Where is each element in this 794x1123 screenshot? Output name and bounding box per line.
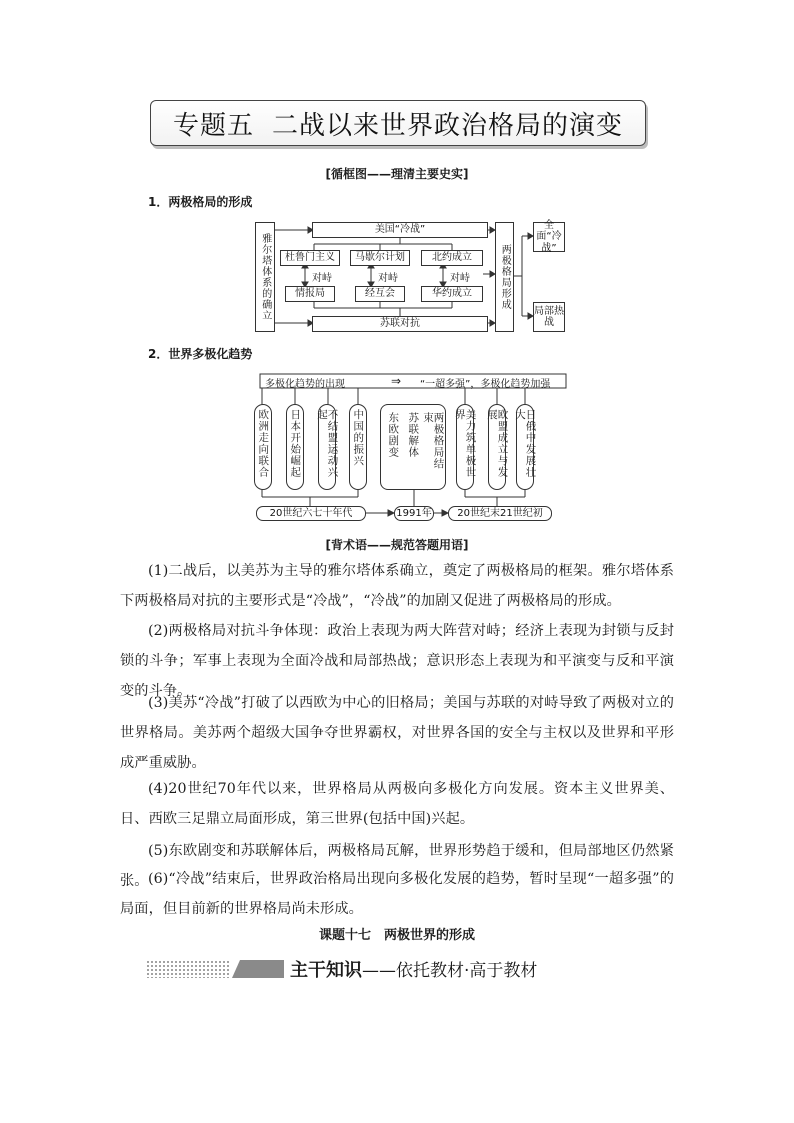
timeline-60s70s: 20世纪六七十年代	[256, 506, 366, 521]
pill-eu-develop-label: 欧盟成立与发展	[486, 409, 509, 478]
oppose-label-3: 对峙	[450, 273, 470, 284]
caption-terms: [背术语——规范答题用语]	[325, 538, 469, 552]
full-cold-war-box: 全面“冷战”	[533, 222, 565, 252]
pill-europe-unite-label: 欧洲走向联合	[257, 409, 270, 478]
dotted-decoration	[146, 960, 230, 978]
yalta-label: 雅尔塔体系的确立	[259, 233, 271, 321]
gray-slant-decoration	[232, 960, 284, 978]
pill-europe-unite	[254, 404, 272, 490]
pill-us-unipolar-label: 美力筑单极世界	[454, 409, 477, 478]
us-cold-war-box: 美国“冷战”	[312, 222, 488, 238]
paragraph-4: (4)20世纪70年代以来，世界格局从两极向多极化方向发展。资本主义世界美、日、西欧三足鼎立局面形成，第三世界(包括中国)兴起。	[120, 781, 674, 827]
multipolar-emergence: 多极化趋势的出现	[265, 379, 345, 390]
main-knowledge-sub: ——依托教材·高于教材	[362, 961, 538, 981]
cominform-box: 情报局	[285, 286, 335, 302]
marshall-plan-box: 马歇尔计划	[350, 250, 410, 266]
bipolar-label: 两极格局形成	[499, 244, 511, 310]
main-knowledge-bar	[146, 958, 646, 980]
pill-us-unipolar	[454, 404, 477, 490]
pill-jrc-grow-label: 日俄中发展壮大	[514, 409, 537, 478]
paragraph-1: (1)二战后，以美苏为主导的雅尔塔体系确立，奠定了两极格局的框架。雅尔塔体系下两极格局对抗的主要形式是“冷战”，“冷战”的加剧又促进了两极格局的形成。	[120, 563, 674, 609]
pill-china-revival-label: 中国的振兴	[352, 409, 365, 467]
truman-doctrine-box: 杜鲁门主义	[280, 250, 340, 266]
timeline-turn-of-century: 20世纪末21世纪初	[448, 506, 552, 521]
pill-east-europe-label: 东欧剧变	[387, 412, 400, 458]
timeline-1991: 1991年	[394, 506, 434, 521]
caption-framework: [循框图——理清主要史实]	[325, 167, 469, 181]
pill-china-revival	[349, 404, 367, 490]
pill-non-aligned-label: 不结盟运动兴起	[316, 409, 339, 478]
oppose-label-1: 对峙	[312, 273, 332, 284]
oppose-label-2: 对峙	[378, 273, 398, 284]
soviet-confront-box: 苏联对抗	[312, 316, 488, 332]
pill-japan-rise-label: 日本开始崛起	[289, 409, 302, 478]
topic-number: 专题五	[172, 110, 254, 141]
main-knowledge-text	[290, 956, 537, 982]
paragraph-5: (5)东欧剧变和苏联解体后，两极格局瓦解，世界形势趋于缓和，但局部地区仍然紧张。	[120, 843, 674, 889]
lesson-title: 课题十七 两极世界的形成	[318, 928, 475, 943]
topic-name: 二战以来世界政治格局的演变	[272, 110, 624, 141]
section2-heading: 2．世界多极化趋势	[148, 347, 253, 361]
nato-box: 北约成立	[421, 250, 483, 266]
pill-bipolar-end-label: 两极格局结束	[422, 412, 445, 470]
section1-heading: 1．两极格局的形成	[148, 195, 253, 209]
pill-ussr-dissolve-label: 苏联解体	[407, 412, 420, 458]
pill-east-europe	[384, 408, 402, 480]
trend-arrow: ⇒	[391, 374, 402, 388]
pill-non-aligned	[316, 404, 339, 490]
one-super-many-strong: “一超多强”，多极化趋势加强	[420, 379, 551, 390]
pill-jrc-grow	[514, 404, 537, 490]
paragraph-6: (6)“冷战”结束后，世界政治格局出现向多极化发展的趋势，暂时呈现“一超多强”的局面，但目前新的世界格局尚未形成。	[120, 871, 674, 917]
paragraph-3: (3)美苏“冷战”打破了以西欧为中心的旧格局；美国与苏联的对峙导致了两极对立的世界格局。美苏两个超级大国争夺世界霸权，对世界各国的安全与主权以及世界和平形成严重威胁。	[120, 695, 674, 771]
main-knowledge-label: 主干知识	[290, 960, 362, 981]
pill-eu-develop	[486, 404, 509, 490]
comecon-box: 经互会	[355, 286, 405, 302]
warsaw-pact-box: 华约成立	[421, 286, 483, 302]
pill-ussr-dissolve	[404, 408, 422, 480]
local-hot-war-box: 局部热战	[533, 302, 565, 332]
pill-bipolar-end	[422, 408, 445, 480]
pill-japan-rise	[286, 404, 304, 490]
paragraph-2: (2)两极格局对抗斗争体现：政治上表现为两大阵营对峙；经济上表现为封锁与反封锁的斗争；军事上表现为全面冷战和局部热战；意识形态上表现为和平演变与反和平演变的斗争。	[120, 623, 674, 699]
